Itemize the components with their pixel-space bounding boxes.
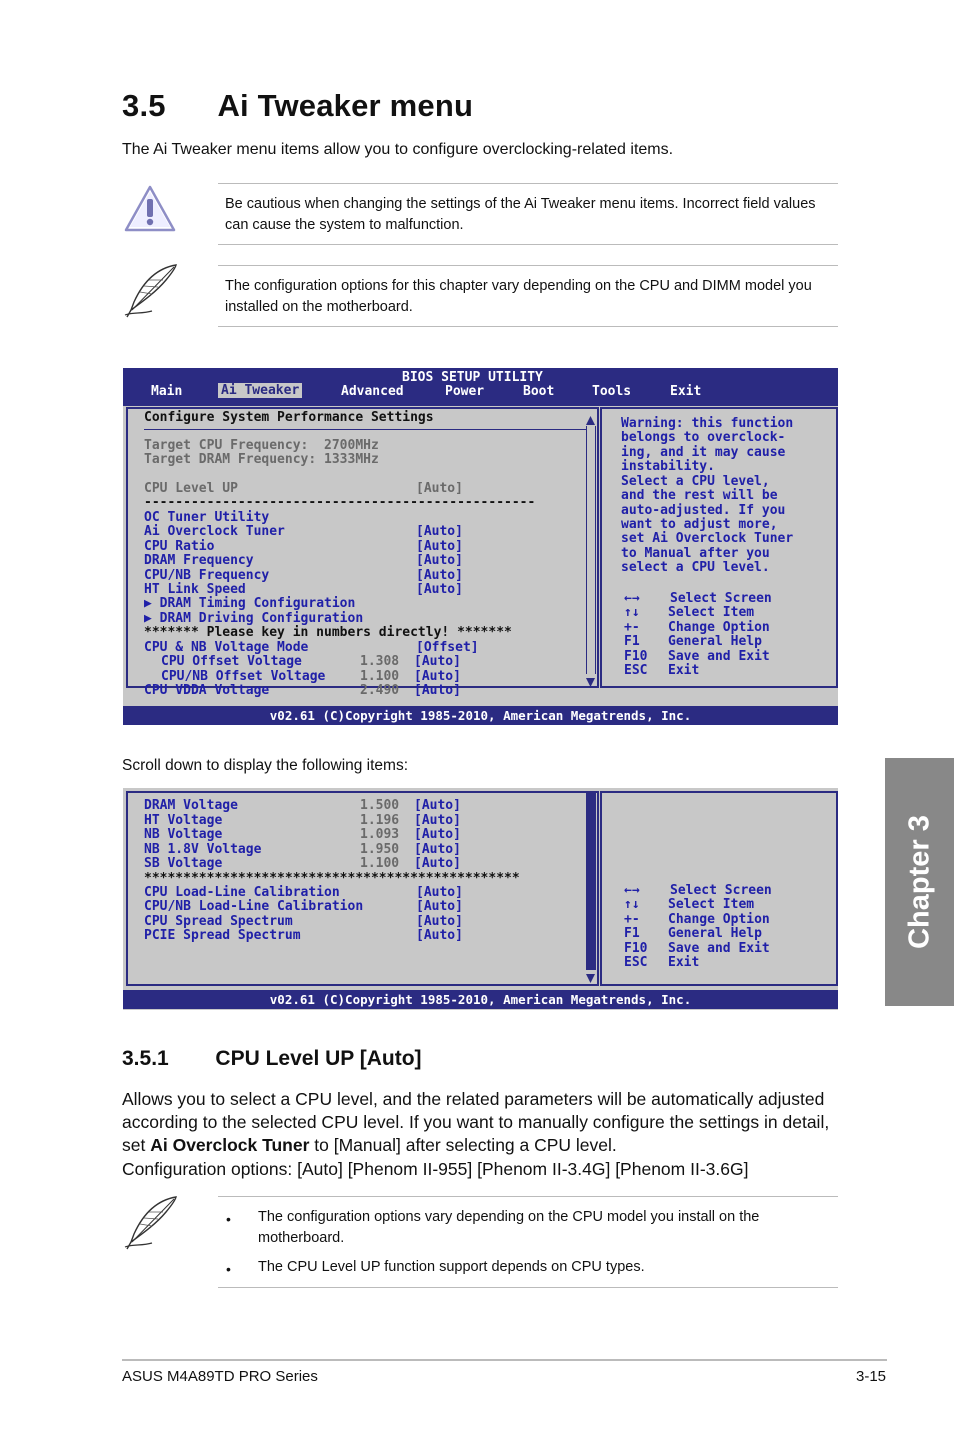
pcie-spread-spectrum-label[interactable]: PCIE Spread Spectrum xyxy=(144,928,301,943)
footer-product: ASUS M4A89TD PRO Series xyxy=(122,1368,318,1385)
panel-header: Configure System Performance Settings xyxy=(144,410,434,425)
help-line-9: set Ai Overclock Tuner xyxy=(621,531,794,546)
key-f10: F10 xyxy=(624,941,648,956)
tab-main[interactable]: Main xyxy=(151,384,183,399)
cpu-nb-load-line-label[interactable]: CPU/NB Load-Line Calibration xyxy=(144,899,364,914)
footer-page-number: 3-15 xyxy=(856,1368,887,1385)
key-f10: F10 xyxy=(624,649,648,664)
bios-copyright: v02.61 (C)Copyright 1985-2010, American Megatrends, Inc. xyxy=(123,990,838,1009)
key-arrows-ud: ↑↓ xyxy=(624,605,640,620)
ai-overclock-tuner-label[interactable]: Ai Overclock Tuner xyxy=(144,524,285,539)
bios-help-panel xyxy=(600,407,838,688)
ai-overclock-tuner-value[interactable]: [Auto] xyxy=(416,524,463,539)
cpu-nb-offset-voltage-value[interactable]: [Auto] xyxy=(414,669,461,684)
bios-title: BIOS SETUP UTILITY xyxy=(402,370,543,385)
cpu-level-up-label[interactable]: CPU Level UP xyxy=(144,481,238,496)
sb-voltage-label[interactable]: SB Voltage xyxy=(144,856,223,871)
help-line-10: to Manual after you xyxy=(621,546,770,561)
cpu-nb-offset-voltage-reading: 1.100 xyxy=(360,669,400,684)
cpu-nb-voltage-mode-value[interactable]: [Offset] xyxy=(416,640,479,655)
submenu-dram-driving[interactable]: ▶ DRAM Driving Configuration xyxy=(144,611,364,626)
help-line-11: select a CPU level. xyxy=(621,560,770,575)
help-line-7: auto-adjusted. If you xyxy=(621,503,786,518)
key-plus-minus: +- xyxy=(624,912,640,927)
key-f1: F1 xyxy=(624,634,640,649)
cpu-ratio-label[interactable]: CPU Ratio xyxy=(144,539,215,554)
key-arrows-lr: ←→ xyxy=(624,883,640,898)
help-line-2: belongs to overclock- xyxy=(621,430,786,445)
cpu-nb-frequency-value[interactable]: [Auto] xyxy=(416,568,463,583)
key-desc-save-exit: Save and Exit xyxy=(668,941,770,956)
help-line-6: and the rest will be xyxy=(621,488,778,503)
sb-voltage-value[interactable]: [Auto] xyxy=(414,856,461,871)
submenu-arrow-icon: ▶ xyxy=(144,596,160,611)
target-cpu-frequency: Target CPU Frequency: 2700MHz xyxy=(144,438,379,453)
key-desc-change-option: Change Option xyxy=(668,620,770,635)
key-desc-save-exit: Save and Exit xyxy=(668,649,770,664)
help-line-4: instability. xyxy=(621,459,715,474)
cpu-load-line-value[interactable]: [Auto] xyxy=(416,885,463,900)
cpu-vdda-voltage-label[interactable]: CPU VDDA Voltage xyxy=(144,683,270,698)
caution-text: Be cautious when changing the settings of the Ai Tweaker menu items. Incorrect field values can cause the system to malfunction. xyxy=(225,196,816,233)
key-in-numbers-note: ******* Please key in numbers directly! ******* xyxy=(144,625,512,640)
nb-voltage-reading: 1.093 xyxy=(360,827,400,842)
bios-help-panel xyxy=(600,791,838,986)
scrollbar-thumb[interactable] xyxy=(586,793,596,970)
cpu-offset-voltage-reading: 1.308 xyxy=(360,654,400,669)
key-f1: F1 xyxy=(624,926,640,941)
cpu-nb-offset-voltage-label[interactable]: CPU/NB Offset Voltage xyxy=(161,669,326,684)
cpu-vdda-voltage-value[interactable]: [Auto] xyxy=(414,683,461,698)
note-box xyxy=(218,265,838,327)
section-title: 3.5 Ai Tweaker menu xyxy=(122,88,474,123)
tab-power[interactable]: Power xyxy=(445,384,485,399)
dram-voltage-value[interactable]: [Auto] xyxy=(414,798,461,813)
note-bullet-1: The configuration options vary depending on the CPU model you install on the motherboard. xyxy=(258,1209,760,1246)
key-esc: ESC xyxy=(624,663,648,678)
help-line-5: Select a CPU level, xyxy=(621,474,770,489)
cpu-spread-spectrum-value[interactable]: [Auto] xyxy=(416,914,463,929)
cpu-vdda-voltage-reading: 2.490 xyxy=(360,683,400,698)
cpu-offset-voltage-value[interactable]: [Auto] xyxy=(414,654,461,669)
cpu-nb-load-line-value[interactable]: [Auto] xyxy=(416,899,463,914)
bios-screen-1 xyxy=(123,368,838,725)
nb-18v-voltage-reading: 1.950 xyxy=(360,842,400,857)
cpu-nb-voltage-mode-label[interactable]: CPU & NB Voltage Mode xyxy=(144,640,309,655)
body-paragraph: Allows you to select a CPU level, and the related parameters will be automatically adjusted according to the selected CPU level. If you want to manually configure the settings in detail, set Ai Overclock Tuner to [Manual] after selecting a CPU level. xyxy=(122,1089,830,1155)
bios-settings-panel xyxy=(126,407,599,698)
key-desc-general-help: General Help xyxy=(668,926,762,941)
tab-tools[interactable]: Tools xyxy=(592,384,632,399)
note-box: • The configuration options vary depending on the CPU model you install on the motherboard. • The CPU Level UP function support depends on CPU types. xyxy=(218,1196,838,1288)
nb-voltage-value[interactable]: [Auto] xyxy=(414,827,461,842)
intro-text: The Ai Tweaker menu items allow you to configure overclocking-related items. xyxy=(122,141,674,158)
submenu-dram-timing[interactable]: ▶ DRAM Timing Configuration xyxy=(144,596,356,611)
target-dram-frequency: Target DRAM Frequency: 1333MHz xyxy=(144,452,379,467)
ht-voltage-value[interactable]: [Auto] xyxy=(414,813,461,828)
submenu-arrow-icon: ▶ xyxy=(144,611,160,626)
bios-title-bar xyxy=(123,368,838,406)
configuration-options: Configuration options: [Auto] [Phenom II-955] [Phenom II-3.4G] [Phenom II-3.6G] xyxy=(122,1159,749,1179)
stars-separator: ************************************************ xyxy=(144,871,520,886)
bios-copyright: v02.61 (C)Copyright 1985-2010, American Megatrends, Inc. xyxy=(123,706,838,725)
ht-voltage-label[interactable]: HT Voltage xyxy=(144,813,223,828)
scrollbar-track[interactable] xyxy=(586,426,596,674)
key-desc-select-item: Select Item xyxy=(668,897,755,912)
chapter-tab: Chapter 3 xyxy=(885,758,954,1006)
bios-settings-panel xyxy=(126,791,599,986)
key-desc-select-screen: Select Screen xyxy=(670,591,772,606)
ht-link-speed-value[interactable]: [Auto] xyxy=(416,582,463,597)
help-line-1: Warning: this function xyxy=(621,416,794,431)
key-desc-select-item: Select Item xyxy=(668,605,755,620)
subsection-title: 3.5.1 CPU Level UP [Auto] xyxy=(122,1047,422,1070)
ht-voltage-reading: 1.196 xyxy=(360,813,400,828)
sb-voltage-reading: 1.100 xyxy=(360,856,400,871)
cpu-offset-voltage-label[interactable]: CPU Offset Voltage xyxy=(161,654,302,669)
tab-advanced[interactable]: Advanced xyxy=(341,384,404,399)
key-plus-minus: +- xyxy=(624,620,640,635)
scroll-note: Scroll down to display the following items: xyxy=(122,757,409,774)
tab-exit[interactable]: Exit xyxy=(670,384,702,399)
warning-icon xyxy=(123,184,177,239)
bios-screen-2 xyxy=(123,788,838,1010)
dram-frequency-value[interactable]: [Auto] xyxy=(416,553,463,568)
cpu-spread-spectrum-label[interactable]: CPU Spread Spectrum xyxy=(144,914,293,929)
nb-18v-voltage-label[interactable]: NB 1.8V Voltage xyxy=(144,842,262,857)
key-arrows-ud: ↑↓ xyxy=(624,897,640,912)
cpu-level-up-value[interactable]: [Auto] xyxy=(416,481,463,496)
pcie-spread-spectrum-value[interactable]: [Auto] xyxy=(416,928,463,943)
tab-boot[interactable]: Boot xyxy=(523,384,555,399)
dram-voltage-label[interactable]: DRAM Voltage xyxy=(144,798,238,813)
note-bullet-2: The CPU Level UP function support depends on CPU types. xyxy=(258,1259,645,1275)
key-desc-exit: Exit xyxy=(668,955,700,970)
feather-pen-icon xyxy=(122,1194,180,1257)
separator-line: -------------------------------------------------- xyxy=(144,495,536,510)
key-desc-select-screen: Select Screen xyxy=(670,883,772,898)
tab-ai-tweaker[interactable]: Ai Tweaker xyxy=(218,383,302,398)
nb-18v-voltage-value[interactable]: [Auto] xyxy=(414,842,461,857)
ht-link-speed-label[interactable]: HT Link Speed xyxy=(144,582,246,597)
key-esc: ESC xyxy=(624,955,648,970)
cpu-nb-frequency-label[interactable]: CPU/NB Frequency xyxy=(144,568,270,583)
scroll-down-arrow-icon[interactable] xyxy=(585,675,596,693)
caution-box xyxy=(218,183,838,245)
note-text: The configuration options for this chapter vary depending on the CPU and DIMM model you installed on the motherboard. xyxy=(225,278,812,315)
help-line-3: ing, and it may cause xyxy=(621,445,786,460)
key-desc-general-help: General Help xyxy=(668,634,762,649)
feather-pen-icon xyxy=(122,262,180,325)
key-desc-change-option: Change Option xyxy=(668,912,770,927)
cpu-load-line-label[interactable]: CPU Load-Line Calibration xyxy=(144,885,340,900)
cpu-ratio-value[interactable]: [Auto] xyxy=(416,539,463,554)
key-arrows-lr: ←→ xyxy=(624,591,640,606)
help-line-8: want to adjust more, xyxy=(621,517,778,532)
dram-voltage-reading: 1.500 xyxy=(360,798,400,813)
scroll-down-arrow-icon[interactable] xyxy=(585,971,596,989)
oc-tuner-utility[interactable]: OC Tuner Utility xyxy=(144,510,270,525)
footer-rule xyxy=(122,1359,887,1361)
dram-frequency-label[interactable]: DRAM Frequency xyxy=(144,553,254,568)
key-desc-exit: Exit xyxy=(668,663,700,678)
nb-voltage-label[interactable]: NB Voltage xyxy=(144,827,223,842)
